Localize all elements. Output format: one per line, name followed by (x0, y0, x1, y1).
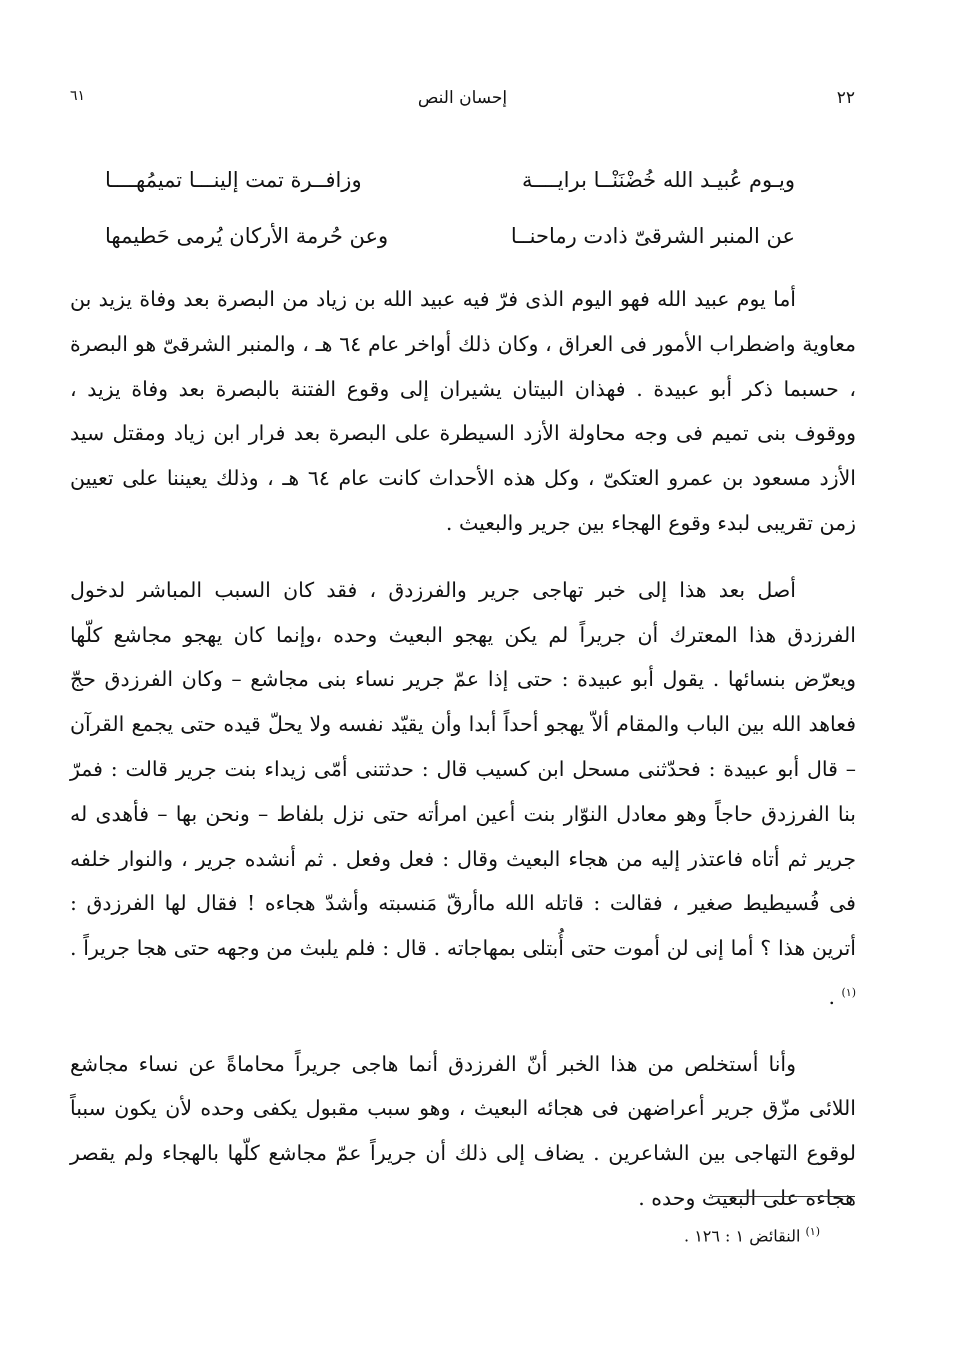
paragraph: وأنا أستخلص من هذا الخبر أنّ الفرزدق أنما هاجى جريراً محاماةً عن نساء مجاشع اللائى مزّق جرير أعراضهن فى هجائه البعيث ، وهو سبب مقبول يكفى وحده لأن يكون سبباً لوقوع التهاجى بين الشاعرين . يضاف إلى ذلك أن جريراً عمّ مجاشع كلّها بالهجاء ولم يقصر هجاءه على البعيث وحده . (70, 1051, 856, 1210)
page-number: ٢٢ (836, 88, 855, 108)
page-header (70, 88, 855, 118)
footnote-marker: (١) (805, 1225, 820, 1238)
paragraph: أما يوم عبيد الله فهو اليوم الذى فرّ فيه عبيد الله بن زياد من البصرة بعد وفاة يزيد بن معاوية واضطراب الأمور فى العراق ، وكان ذلك أواخر عام ٦٤ هـ ، والمنبر الشرقىّ هو البصرة ، حسبما ذكر أبو عبيدة . فهذان البيتان يشيران إلى وقوع الفتنة بالبصرة بعد وفاة يزيد ، ووقوف بنى تميم فى وجه محاولة الأزد السيطرة على البصرة بعد فرار ابن زياد ومقتل سيد الأزد مسعود بن عمرو العتكىّ ، وكل هذه الأحداث كانت عام ٦٤ هـ ، وذلك يعيننا على تعيين زمن تقريبى لبدء وقوع الهجاء بين جرير والبعيث . (70, 287, 856, 535)
verse-line (105, 216, 795, 272)
footnote-separator (712, 1196, 855, 1197)
verse-second-hemistich: وزافــرة تمت إلينـــا تميمُهــــا (105, 168, 362, 192)
footnote (500, 1225, 820, 1245)
verse-line (105, 160, 795, 216)
paragraph: أصل بعد هذا إلى خبر تهاجى جرير والفرزدق ، فقد كان السبب المباشر لدخول الفرزدق هذا المعترك أن جريراً لم يكن يهجو البعيث وحده ،وإنما كان يهجو مجاشع كلّها ويعرّض بنسائها . يقول أبو عبيدة : حتى إذا عمّ جرير نساء بنى مجاشع – وكان الفرزدق حجّ فعاهد الله بين الباب والمقام ألاّ يهجو أحداً أبدا وأن يقيّد نفسه ولا يحلّ قيده حتى يجمع القرآن – قال أبو عبيدة : فحدّثنى مسحل ابن كسيب قال : حدثتنى أمّى زيداء بنت جرير قالت : فمرّ بنا الفرزدق حاجاً وهو معادل النوّار بنت أعين امرأته حتى نزل بلفاط – ونحن بها – فأهدى له جرير ثم أتاه فاعتذر إليه من هجاء البعيث وقال : فعل وفعل . ثم أنشده جرير ، والنوار خلفه فى فُسيطيط صغير ، فقالت : قاتله الله ماأرقّ مَنسبته وأشدّ هجاءه ! فقال لها الفرزدق : أترين هذا ؟ أما إنى لن أموت حتى أُبتلى بمهاجاته . قال : فلم يلبث من وجهه حتى هجا جريراً . $^{(١)}$ . (70, 577, 856, 1009)
footnote-text: النقائض ١ : ١٢٦ . (684, 1226, 801, 1246)
verse-first-hemistich: عن المنبر الشرقىّ ذادت رماحنــا (510, 224, 795, 248)
verse-first-hemistich: ويـوم عُبيـد الله خُضْنَنْــا برايــــة (521, 168, 795, 192)
corner-code: ٦١ (70, 88, 86, 104)
running-title: إحسان النص (417, 88, 508, 108)
footnote-reference[interactable]: (١) (841, 985, 856, 999)
poem-verses (105, 160, 795, 272)
verse-second-hemistich: وعن حُرمة الأركان يُرمى حَطيمها (105, 224, 389, 248)
main-text (70, 277, 856, 1246)
